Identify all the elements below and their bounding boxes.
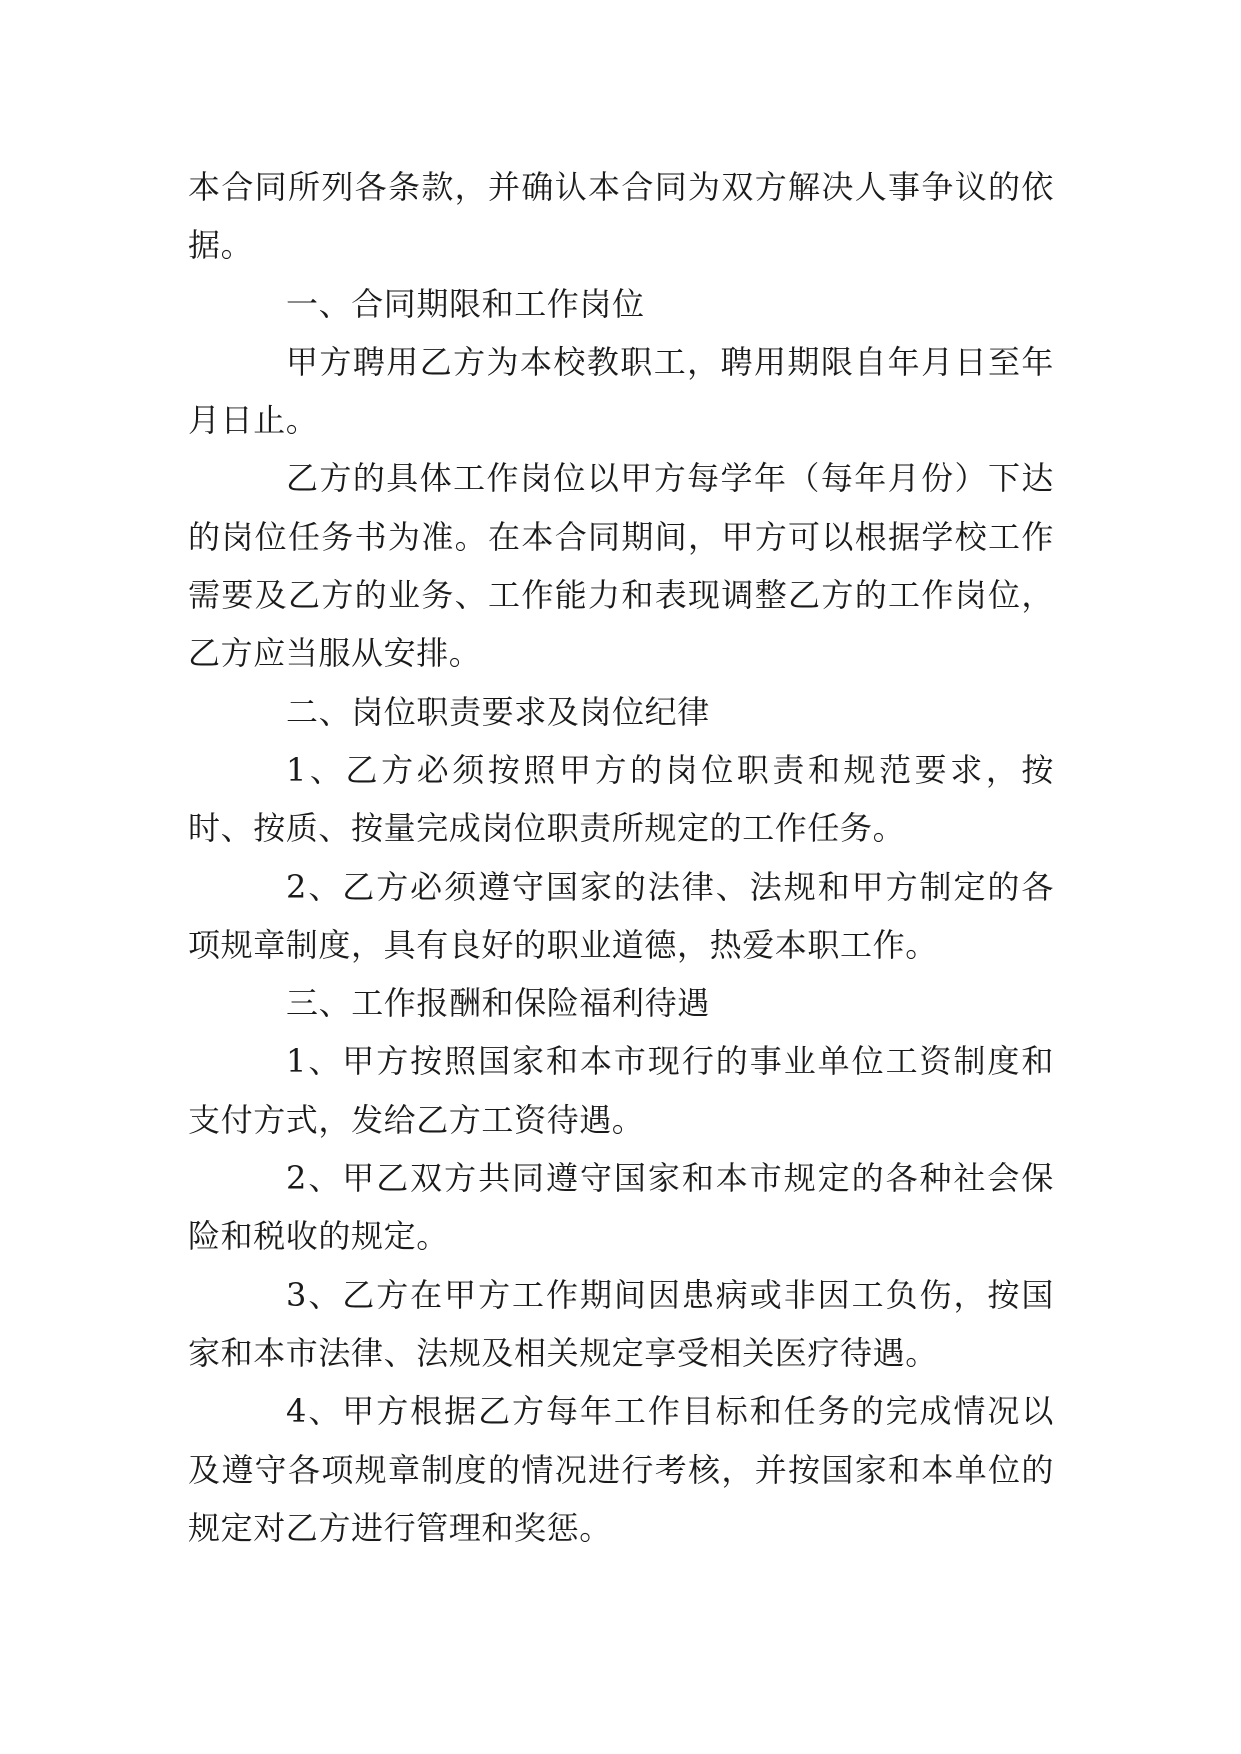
- paragraph-benefit-item-2: 2、甲乙双方共同遵守国家和本市规定的各种社会保险和税收的规定。: [188, 1159, 1054, 1256]
- section-heading-pay-and-benefits: 三、工作报酬和保险福利待遇: [286, 984, 710, 1023]
- paragraph-benefit-item-1: 1、甲方按照国家和本市现行的事业单位工资制度和支付方式，发给乙方工资待遇。: [188, 1042, 1054, 1139]
- section-heading-duties-and-discipline: 二、岗位职责要求及岗位纪律: [286, 692, 710, 731]
- paragraph-duty-item-2: 2、乙方必须遵守国家的法律、法规和甲方制定的各项规章制度，具有良好的职业道德，热爱本职工作。: [188, 867, 1054, 964]
- paragraph-benefit-item-4: 4、甲方根据乙方每年工作目标和任务的完成情况以及遵守各项规章制度的情况进行考核，并按国家和本单位的规定对乙方进行管理和奖惩。: [188, 1392, 1054, 1547]
- paragraph-work-position: 乙方的具体工作岗位以甲方每学年（每年月份）下达的岗位任务书为准。在本合同期间，甲方可以根据学校工作需要及乙方的业务、工作能力和表现调整乙方的工作岗位，乙方应当服从安排。: [188, 459, 1054, 673]
- paragraph-employment-term: 甲方聘用乙方为本校教职工，聘用期限自年月日至年月日止。: [188, 342, 1054, 440]
- document-body: [188, 158, 1054, 1557]
- paragraph-contract-confirmation: 本合同所列各条款，并确认本合同为双方解决人事争议的依据。: [188, 168, 1054, 265]
- section-heading-term-and-position: 一、合同期限和工作岗位: [286, 284, 645, 323]
- paragraph-benefit-item-3: 3、乙方在甲方工作期间因患病或非因工负伤，按国家和本市法律、法规及相关规定享受相关医疗待遇。: [188, 1275, 1054, 1372]
- paragraph-duty-item-1: 1、乙方必须按照甲方的岗位职责和规范要求，按时、按质、按量完成岗位职责所规定的工作任务。: [188, 750, 1054, 848]
